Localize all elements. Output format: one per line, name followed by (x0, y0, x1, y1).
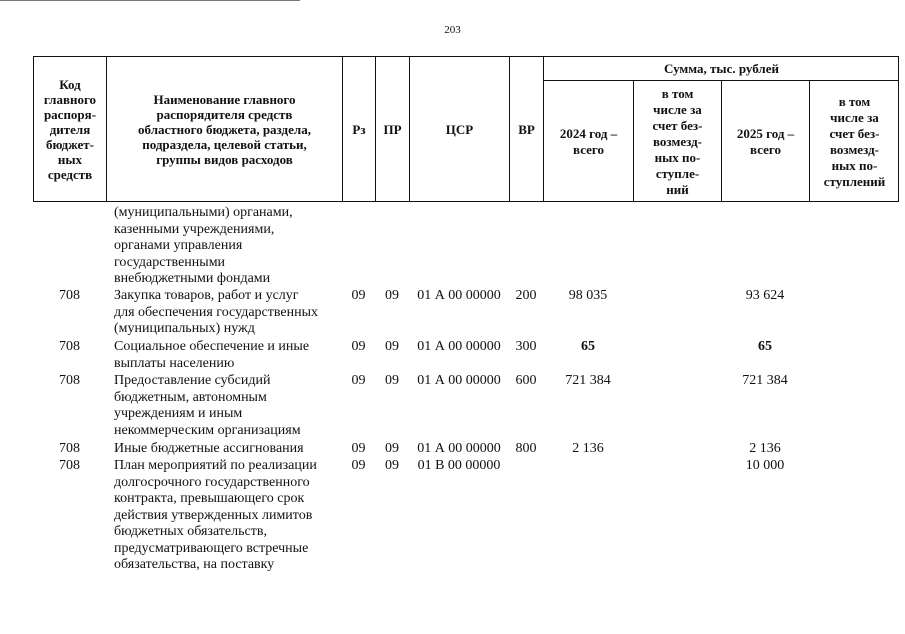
row-vr: 300 (515, 339, 537, 354)
row-rz: 09 (351, 373, 366, 388)
row-vr: 600 (515, 373, 537, 388)
page-number: 203 (444, 24, 461, 36)
header-2024-total: 2024 год – всего (544, 81, 634, 202)
row-name: Иные бюджетные ассигнования (114, 441, 304, 456)
row-code: 708 (59, 339, 80, 354)
header-name: Наименование главного распорядителя средств областного бюджета, раздела, подраздела, целевой статьи, группы видов расходов (107, 57, 343, 201)
header-2024-free: в том числе за счет без- возмезд- ных по- ступле- ний (634, 81, 722, 202)
row-rz: 09 (351, 458, 366, 473)
header-2025-total: 2025 год – всего (722, 81, 810, 202)
row-name: План мероприятий по реализации долгосрочного государственного контракта, превышающего срок действия утвержденных лимитов бюджетных обязательств, предусматривающего встречные обязательства, на поставку (114, 458, 317, 572)
row-pr: 09 (385, 441, 399, 456)
table-header (33, 56, 899, 202)
row-rz: 09 (351, 441, 366, 456)
row-csr: 01 А 00 00000 (417, 441, 501, 456)
row-2024-total: 65 (581, 339, 595, 354)
row-pr: 09 (385, 288, 399, 303)
row-2025-total: 721 384 (742, 373, 788, 388)
row-rz: 09 (351, 339, 366, 354)
header-rz: Рз (343, 57, 376, 201)
row-pr: 09 (385, 373, 399, 388)
header-csr: ЦСР (410, 57, 510, 201)
row-vr: 800 (515, 441, 537, 456)
row-2024-total: 98 035 (568, 288, 608, 303)
row-name: Закупка товаров, работ и услуг для обеспечения государственных (муниципальных) нужд (114, 288, 318, 336)
row-csr: 01 А 00 00000 (417, 373, 501, 388)
row-code: 708 (59, 441, 80, 456)
row-pr: 09 (385, 339, 399, 354)
row-code: 708 (59, 373, 80, 388)
row-rz: 09 (351, 288, 366, 303)
row-name: (муниципальными) органами, казенными учреждениями, органами управления государственными внебюджетными фондами (114, 205, 293, 286)
header-2025-free: в том числе за счет без- возмезд- ных по- ступлений (823, 93, 886, 189)
row-2025-total: 65 (758, 339, 772, 354)
row-vr: 200 (515, 288, 537, 303)
row-code: 708 (59, 458, 80, 473)
row-2025-total: 93 624 (745, 288, 785, 303)
header-code: Код главного распоря- дителя бюджет- ных средств (34, 57, 107, 201)
row-2025-total: 2 136 (749, 441, 781, 456)
header-vr: ВР (510, 57, 544, 201)
row-2024-total: 721 384 (565, 373, 611, 388)
row-pr: 09 (385, 458, 399, 473)
row-csr: 01 А 00 00000 (417, 288, 501, 303)
row-name: Предоставление субсидий бюджетным, автономным учреждениям и иным некоммерческим организациям (114, 373, 301, 438)
row-2025-total: 10 000 (745, 458, 785, 473)
row-name: Социальное обеспечение и иные выплаты населению (114, 339, 310, 371)
row-code: 708 (59, 288, 80, 303)
header-sum-group: Сумма, тыс. рублей (544, 57, 899, 81)
row-csr: 01 А 00 00000 (417, 339, 501, 354)
header-pr: ПР (376, 57, 410, 201)
top-rule (0, 0, 300, 1)
row-csr: 01 В 00 00000 (417, 458, 501, 473)
row-2024-total: 2 136 (572, 441, 604, 456)
